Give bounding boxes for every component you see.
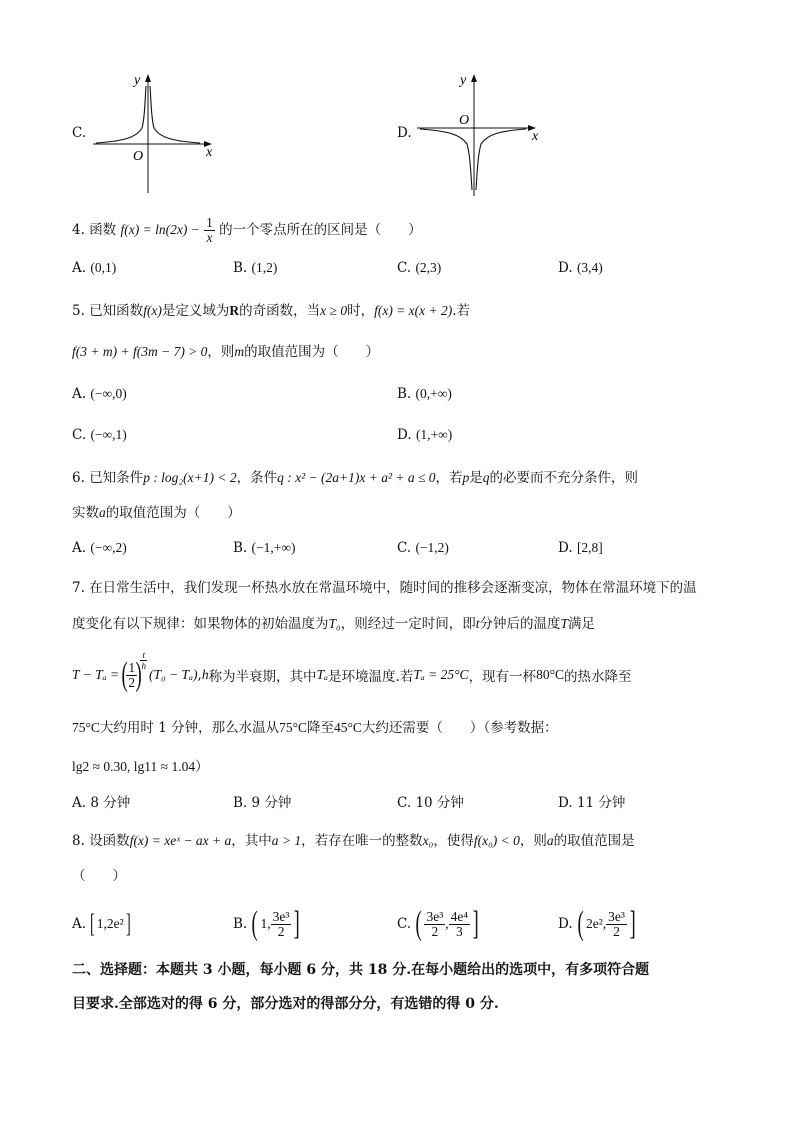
q7-Ta-value: Tₐ = 25°C	[413, 667, 469, 682]
q6-text-c: ，若	[435, 470, 463, 486]
q5-text-a: 已知函数	[89, 303, 144, 319]
q5-text-c: 的奇函数，当	[239, 303, 321, 319]
q8-option-a-lbracket: [	[89, 909, 95, 938]
q6-stem-line2	[72, 503, 241, 523]
q8-option-b-den: 2	[277, 923, 285, 939]
q8-x0: x₀	[422, 833, 434, 848]
q7-exponent-den: h	[141, 660, 146, 671]
q8-option-c-num2: 4e⁴	[450, 908, 469, 924]
q7-option-b-label: B.	[233, 795, 248, 811]
q7-formula-rest: (T₀ − Tₐ)	[149, 667, 198, 682]
q7-temp-45: 45°C	[333, 720, 362, 735]
q5-fx: f(x)	[143, 303, 162, 318]
q7-stem-line2	[72, 614, 595, 634]
q8-stem-line1	[72, 831, 635, 851]
q6-option-c[interactable]	[397, 538, 449, 558]
q8-paren: （ ）	[72, 868, 126, 884]
q5-option-c[interactable]	[72, 425, 127, 445]
q6-condition-p: p : log₂(x+1) < 2	[143, 470, 237, 485]
q8-option-b-lbracket: (	[251, 905, 258, 942]
q4-option-b[interactable]	[233, 258, 277, 278]
q8-number: 8.	[72, 833, 85, 849]
q5-expression: f(x) = x(x + 2)	[374, 303, 453, 318]
q5-text-b: 是定义域为	[161, 303, 230, 319]
q6-option-a-label: A.	[72, 540, 87, 556]
q5-text-g: 的取值范围为（ ）	[244, 344, 380, 360]
q6-option-a-text: (−∞,2)	[90, 540, 127, 555]
q7-text-k: 大约还需要（ ）（参考数据：	[361, 720, 558, 736]
q8-option-b[interactable]	[233, 900, 303, 948]
graph-c-y-label: y	[134, 73, 141, 88]
q7-Ta: Tₐ	[316, 667, 329, 682]
q8-option-d-lbracket: (	[577, 905, 584, 942]
q7-T0: T₀	[328, 616, 341, 631]
q8-option-b-label: B.	[233, 916, 248, 932]
q6-option-c-text: (−1,2)	[415, 540, 449, 555]
q5-text-d: 时，	[347, 303, 375, 319]
q8-option-c-label: C.	[397, 916, 412, 932]
graph-c-y-arrow	[145, 74, 151, 82]
q8-option-b-lead: 1,	[260, 916, 271, 931]
graph-d	[412, 68, 547, 198]
q8-option-c-den1: 2	[431, 923, 439, 939]
q7-option-c-label: C.	[397, 795, 412, 811]
q7-option-d-text: 11 分钟	[576, 795, 626, 811]
q7-h: h	[201, 667, 209, 682]
q6-a: a	[99, 505, 106, 520]
q6-text-a: 已知条件	[89, 470, 144, 486]
q4-option-c[interactable]	[397, 258, 441, 278]
q8-option-b-num: 3e³	[272, 908, 290, 924]
q5-option-a-label: A.	[72, 386, 87, 402]
q7-text-line1: 在日常生活中，我们发现一杯热水放在常温环境中，随时间的推移会逐渐变凉，物体在常温环境下的温	[89, 580, 697, 596]
q4-option-b-label: B.	[233, 260, 248, 276]
q5-option-b[interactable]	[397, 384, 452, 404]
q8-a: a	[546, 833, 554, 848]
q7-exponent-num: t	[142, 649, 145, 660]
q5-option-d-label: D.	[397, 427, 412, 443]
graph-d-origin: O	[459, 113, 470, 128]
q8-option-c[interactable]	[397, 900, 481, 948]
q6-text-d: 是	[469, 470, 483, 486]
q5-option-a-text: (−∞,0)	[90, 386, 127, 401]
q8-option-c-den2: 3	[455, 923, 463, 939]
q6-text-b: ，条件	[236, 470, 278, 486]
q5-number: 5.	[72, 303, 85, 319]
q5-condition: x ≥ 0	[320, 303, 348, 318]
q5-option-c-text: (−∞,1)	[90, 427, 127, 442]
q8-condition: a > 1	[271, 833, 302, 848]
q4-text-pre: 函数	[89, 222, 117, 238]
q5-inequality: f(3 + m) + f(3m − 7) > 0	[72, 344, 208, 359]
q7-option-c-text: 10 分钟	[415, 795, 464, 811]
q7-option-c[interactable]	[397, 793, 464, 813]
q4-option-d-text: (3,4)	[576, 260, 603, 275]
q6-q: q	[482, 470, 490, 485]
q8-text-a: 设函数	[89, 833, 130, 849]
q7-formula-lhs: T − Tₐ =	[72, 667, 120, 682]
q8-option-c-num1: 3e³	[426, 908, 444, 924]
q7-half-den: 2	[128, 674, 136, 690]
q8-option-d-num: 3e³	[608, 908, 625, 924]
q6-option-d-label: D.	[558, 540, 573, 556]
q4-option-a-label: A.	[72, 260, 87, 276]
q7-option-b[interactable]	[233, 793, 291, 813]
q4-fraction-den: x	[206, 230, 213, 245]
q4-text-post: 的一个零点所在的区间是（ ）	[219, 222, 422, 238]
q8-text-f: 的取值范围是	[553, 833, 635, 849]
q6-option-d-text: [2,8]	[576, 540, 603, 555]
q4-stem	[72, 216, 422, 245]
graph-d-right-branch	[476, 129, 526, 190]
q5-text-f: ，则	[207, 344, 235, 360]
q7-text-b: ，则经过一定时间，即	[340, 616, 476, 632]
q5-option-d[interactable]	[397, 425, 452, 445]
q5-option-a[interactable]	[72, 384, 127, 404]
q5-option-b-label: B.	[397, 386, 412, 402]
q7-text-d: 满足	[567, 616, 595, 632]
q7-option-a-label: A.	[72, 795, 87, 811]
graph-c-x-label: x	[206, 145, 213, 160]
q6-text-f: 实数	[72, 505, 99, 521]
q8-text-c: ，若存在唯一的整数	[301, 833, 423, 849]
q4-option-c-label: C.	[397, 260, 412, 276]
q7-text-e: 称为半衰期，其中	[208, 669, 317, 685]
q4-function: f(x) = ln(2x) −	[120, 222, 200, 237]
q8-option-c-frac1	[424, 910, 445, 939]
graph-c-right-branch	[150, 86, 200, 143]
option-d-label: D.	[397, 125, 412, 141]
q5-stem-line1	[72, 301, 470, 321]
q7-half-num: 1	[128, 659, 136, 675]
q7-text-i: 大约用时 1 分钟，那么水温从	[99, 720, 280, 736]
q8-stem-line2	[72, 866, 126, 886]
graph-d-y-label: y	[460, 73, 467, 88]
q7-stem-line1	[72, 578, 697, 598]
q7-temp-75a: 75°C	[72, 720, 100, 735]
q7-text-a: 度变化有以下规律：如果物体的初始温度为	[72, 616, 329, 632]
q8-option-d-frac	[606, 910, 627, 939]
q5-option-d-text: (1,+∞)	[415, 427, 453, 442]
q7-reference-text: lg2 ≈ 0.30, lg11 ≈ 1.04）	[72, 759, 209, 774]
q5-stem-line2	[72, 342, 379, 362]
q4-option-b-text: (1,2)	[251, 260, 278, 275]
q8-text-e: ，则	[519, 833, 547, 849]
q8-function: f(x) = xeˣ − ax + a	[129, 833, 232, 848]
q8-option-a-rbracket: ]	[125, 909, 131, 938]
q8-option-a[interactable]	[72, 900, 132, 948]
section-2-heading-line1: 二、选择题：本题共 3 小题，每小题 6 分，共 18 分.在每小题给出的选项中，有多项符合题	[72, 962, 650, 978]
q7-temp-80: 80°C	[536, 667, 564, 682]
q7-option-a[interactable]	[72, 793, 130, 813]
q4-option-c-text: (2,3)	[415, 260, 442, 275]
q4-number: 4.	[72, 222, 85, 238]
q8-option-c-rbracket: ]	[472, 905, 479, 942]
q8-option-d-den: 2	[613, 923, 620, 939]
q7-formula-line	[72, 648, 631, 702]
q4-option-d-label: D.	[558, 260, 573, 276]
graph-c-origin: O	[133, 149, 144, 164]
q8-option-d-lead: 2e²,	[585, 916, 607, 931]
q7-t: t	[475, 616, 480, 631]
q4-option-a-text: (0,1)	[90, 260, 117, 275]
q4-option-d[interactable]	[558, 258, 603, 278]
q4-fraction	[204, 216, 215, 245]
graph-c	[88, 68, 223, 198]
q7-text-h: 的热水降至	[563, 669, 632, 685]
option-c-label: C.	[72, 125, 87, 141]
q6-option-b[interactable]	[233, 538, 295, 558]
q7-temp-75b: 75°C	[279, 720, 307, 735]
q7-stem-line4	[72, 718, 558, 738]
q7-text-j: 降至	[306, 720, 334, 736]
q6-condition-q: q : x² − (2a+1)x + a² + a ≤ 0	[277, 470, 436, 485]
q7-option-d-label: D.	[558, 795, 573, 811]
graph-c-left-branch	[96, 86, 146, 143]
q8-option-c-frac2	[449, 910, 470, 939]
q5-R: R	[229, 303, 240, 318]
q6-option-d[interactable]	[558, 538, 603, 558]
q6-number: 6.	[72, 470, 85, 486]
q8-option-a-label: A.	[72, 916, 87, 932]
q8-option-d[interactable]	[558, 900, 638, 948]
q8-option-d-label: D.	[558, 916, 573, 932]
q8-text-b: ，其中	[231, 833, 272, 849]
q6-p: p	[462, 470, 470, 485]
q7-option-a-text: 8 分钟	[90, 795, 131, 811]
q8-option-b-frac	[271, 910, 292, 939]
q6-stem-line1	[72, 468, 638, 488]
q8-text-d: ，使得	[433, 833, 474, 849]
q7-paren-left: (	[121, 656, 128, 693]
q7-option-d[interactable]	[558, 793, 625, 813]
graph-d-y-arrow	[471, 74, 477, 82]
q6-option-c-label: C.	[397, 540, 412, 556]
q7-paren-right: )	[135, 656, 142, 693]
q7-reference-data	[72, 757, 209, 777]
q6-option-a[interactable]	[72, 538, 127, 558]
section-2-heading-line2: 目要求.全部选对的得 6 分，部分选对的得部分分，有选错的得 0 分.	[72, 996, 499, 1012]
q4-fraction-num: 1	[206, 215, 213, 230]
graph-d-x-label: x	[532, 129, 539, 144]
q4-option-a[interactable]	[72, 258, 116, 278]
q7-comma: ,	[197, 667, 202, 683]
q7-T: T	[560, 616, 568, 631]
graph-d-left-branch	[420, 129, 472, 190]
q8-option-c-lbracket: (	[415, 905, 422, 942]
q6-option-b-label: B.	[233, 540, 248, 556]
q6-text-g: 的取值范围为（ ）	[105, 505, 241, 521]
q5-option-b-text: (0,+∞)	[415, 386, 452, 401]
q7-number: 7.	[72, 580, 85, 596]
q7-text-g: ，现有一杯	[468, 669, 537, 685]
q8-option-d-rbracket: ]	[629, 905, 636, 942]
q8-inequality: f(x₀) < 0	[473, 833, 520, 848]
q6-option-b-text: (−1,+∞)	[251, 540, 296, 555]
q8-option-c-comma: ,	[445, 916, 449, 931]
q7-option-b-text: 9 分钟	[251, 795, 292, 811]
q7-text-c: 分钟后的温度	[479, 616, 561, 632]
q5-text-e: .若	[452, 303, 471, 319]
q5-m: m	[234, 344, 245, 359]
q6-text-e: 的必要而不充分条件，则	[489, 470, 639, 486]
q8-option-a-text: 1,2e²	[96, 916, 124, 931]
q8-option-b-rbracket: ]	[294, 905, 301, 942]
q5-option-c-label: C.	[72, 427, 87, 443]
q7-text-f: 是环境温度.若	[328, 669, 414, 685]
